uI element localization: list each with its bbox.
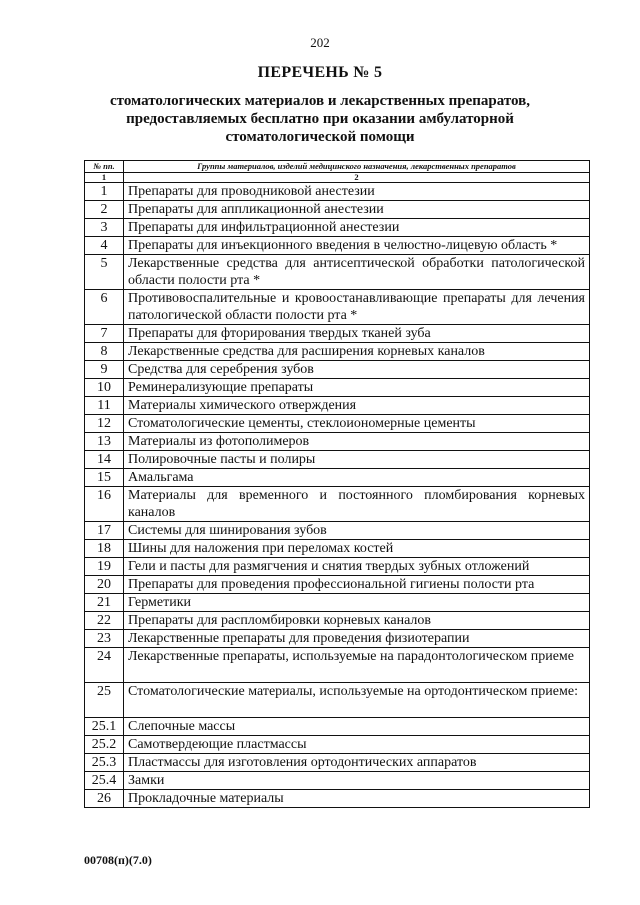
table-row: [85, 630, 590, 648]
row-name: Гели и пасты для размягчения и снятия твердых зубных отложений: [124, 558, 590, 576]
row-name: Противовоспалительные и кровоостанавливающие препараты для лечения патологической области полости рта *: [124, 290, 590, 325]
table-row: [85, 219, 590, 237]
row-name: Системы для шинирования зубов: [124, 522, 590, 540]
row-name: Самотвердеющие пластмассы: [124, 736, 590, 754]
row-number: 6: [85, 290, 124, 325]
table-row: [85, 469, 590, 487]
column-number-1: 1: [85, 173, 124, 183]
table-header-row: [85, 161, 590, 173]
table-row: [85, 558, 590, 576]
row-number: 23: [85, 630, 124, 648]
table-row: [85, 201, 590, 219]
table-row: [85, 361, 590, 379]
row-number: 2: [85, 201, 124, 219]
row-name: Материалы для временного и постоянного пломбирования корневых каналов: [124, 487, 590, 522]
row-number: 9: [85, 361, 124, 379]
row-name: Препараты для инфильтрационной анестезии: [124, 219, 590, 237]
header-number: № пп.: [85, 161, 124, 173]
row-name: Слепочные массы: [124, 718, 590, 736]
row-name: Препараты для проводниковой анестезии: [124, 183, 590, 201]
table-row: [85, 612, 590, 630]
materials-table: [84, 160, 590, 808]
table-row: [85, 594, 590, 612]
row-name: Материалы химического отверждения: [124, 397, 590, 415]
row-name: Препараты для аппликационной анестезии: [124, 201, 590, 219]
footer-code: 00708(п)(7.0): [84, 853, 152, 867]
row-number: 4: [85, 237, 124, 255]
row-number: 22: [85, 612, 124, 630]
table-row: [85, 754, 590, 772]
row-number: 12: [85, 415, 124, 433]
row-name: Лекарственные препараты, используемые на парадонтологическом приеме: [124, 648, 590, 683]
table-row: [85, 487, 590, 522]
row-name: Препараты для фторирования твердых тканей зуба: [124, 325, 590, 343]
table-row: [85, 451, 590, 469]
row-number: 15: [85, 469, 124, 487]
row-number: 11: [85, 397, 124, 415]
row-number: 10: [85, 379, 124, 397]
column-number-2: 2: [124, 173, 590, 183]
row-number: 8: [85, 343, 124, 361]
row-name: Пластмассы для изготовления ортодонтических аппаратов: [124, 754, 590, 772]
table-row: [85, 415, 590, 433]
row-number: 26: [85, 790, 124, 808]
row-name: Лекарственные средства для расширения корневых каналов: [124, 343, 590, 361]
row-name: Амальгама: [124, 469, 590, 487]
row-name: Полировочные пасты и полиры: [124, 451, 590, 469]
row-number: 24: [85, 648, 124, 683]
row-number: 13: [85, 433, 124, 451]
row-name: Средства для серебрения зубов: [124, 361, 590, 379]
row-name: Прокладочные материалы: [124, 790, 590, 808]
table-row: [85, 343, 590, 361]
row-number: 14: [85, 451, 124, 469]
table-row: [85, 540, 590, 558]
table-row: [85, 772, 590, 790]
row-number: 5: [85, 255, 124, 290]
row-number: 18: [85, 540, 124, 558]
row-name: Стоматологические цементы, стеклоиономерные цементы: [124, 415, 590, 433]
row-name: Реминерализующие препараты: [124, 379, 590, 397]
table-row: [85, 290, 590, 325]
table-row: [85, 576, 590, 594]
document-title: ПЕРЕЧЕНЬ № 5: [257, 64, 383, 81]
row-name: Лекарственные препараты для проведения физиотерапии: [124, 630, 590, 648]
header-groups: Группы материалов, изделий медицинского назначения, лекарственных препаратов: [124, 161, 590, 173]
row-name: Герметики: [124, 594, 590, 612]
row-number: 1: [85, 183, 124, 201]
row-name: Препараты для инъекционного введения в челюстно-лицевую область *: [124, 237, 590, 255]
row-number: 25: [85, 683, 124, 718]
row-name: Препараты для распломбировки корневых каналов: [124, 612, 590, 630]
row-number: 20: [85, 576, 124, 594]
table-row: [85, 522, 590, 540]
table-row: [85, 325, 590, 343]
row-name: Стоматологические материалы, используемые на ортодонтическом приеме:: [124, 683, 590, 718]
table-row: [85, 736, 590, 754]
row-number: 25.3: [85, 754, 124, 772]
table-row: [85, 683, 590, 718]
table-row: [85, 718, 590, 736]
row-number: 7: [85, 325, 124, 343]
row-name: Лекарственные средства для антисептической обработки патологической области полости рта *: [124, 255, 590, 290]
row-name: Материалы из фотополимеров: [124, 433, 590, 451]
table-row: [85, 379, 590, 397]
row-number: 21: [85, 594, 124, 612]
row-name: Препараты для проведения профессиональной гигиены полости рта: [124, 576, 590, 594]
row-number: 25.1: [85, 718, 124, 736]
table-row: [85, 237, 590, 255]
column-number-row: [85, 173, 590, 183]
row-name: Замки: [124, 772, 590, 790]
table-row: [85, 648, 590, 683]
row-number: 16: [85, 487, 124, 522]
document-subtitle: стоматологических материалов и лекарственных препаратов, предоставляемых бесплатно при оказании амбулаторной стоматологической помощи: [109, 93, 530, 145]
row-name: Шины для наложения при переломах костей: [124, 540, 590, 558]
row-number: 19: [85, 558, 124, 576]
row-number: 25.2: [85, 736, 124, 754]
table-row: [85, 790, 590, 808]
row-number: 3: [85, 219, 124, 237]
row-number: 17: [85, 522, 124, 540]
table-row: [85, 397, 590, 415]
row-number: 25.4: [85, 772, 124, 790]
table-row: [85, 433, 590, 451]
table-row: [85, 255, 590, 290]
page-number: 202: [310, 35, 330, 50]
table-row: [85, 183, 590, 201]
